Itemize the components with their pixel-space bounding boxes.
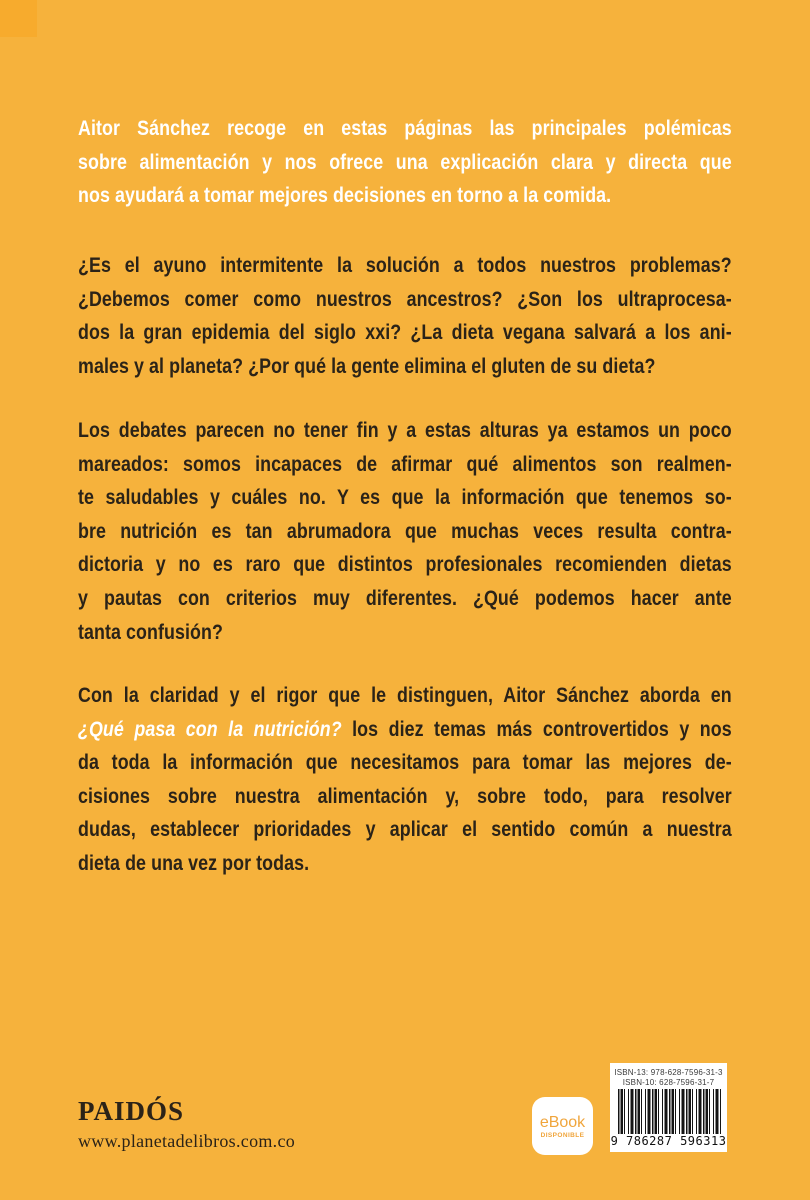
text-line: tanta confusión?: [78, 620, 223, 644]
text-line: Aitor Sánchez recoge en estas páginas las principales polémicas: [78, 117, 732, 140]
text-line-rest: los diez temas más controvertidos y nos: [341, 717, 732, 741]
publisher-website: www.planetadelibros.com.co: [78, 1131, 296, 1151]
text-line: da toda la información que necesitamos para tomar las mejores de-: [78, 751, 732, 775]
barcode-number: 9 786287 596313: [610, 1134, 727, 1148]
corner-accent-square: [0, 0, 37, 37]
isbn10-text: ISBN-10: 628-7596-31-7: [622, 1077, 715, 1087]
text-line: te saludables y cuáles no. Y es que la información que tenemos so-: [78, 486, 732, 510]
text-line: bre nutrición es tan abrumadora que muchas veces resulta contra-: [78, 519, 732, 543]
text-line: cisiones sobre nuestra alimentación y, sobre todo, para resolver: [78, 784, 732, 808]
text-line: [78, 713, 732, 747]
text-line: y pautas con criterios muy diferentes. ¿Qué podemos hacer ante: [78, 586, 732, 610]
barcode-graphic: [618, 1089, 721, 1134]
isbn13-text: ISBN-13: 978-628-7596-31-3: [614, 1068, 723, 1077]
text-line: sobre alimentación y nos ofrece una explicación clara y directa que: [78, 150, 732, 174]
blurb-debates-paragraph: [78, 414, 732, 649]
text-line: mareados: somos incapaces de afirmar qué alimentos son realmen-: [78, 452, 732, 476]
text-line: dictoria y no es raro que distintos profesionales recomienden dietas: [78, 553, 732, 577]
text-line: Con la claridad y el rigor que le distinguen, Aitor Sánchez aborda en: [78, 684, 732, 707]
text-line: dos la gran epidemia del siglo xxi? ¿La dieta vegana salvará a los ani-: [78, 321, 732, 345]
text-line: ¿Debemos comer como nuestros ancestros? ¿Son los ultraprocesa-: [78, 287, 732, 311]
text-line: ¿Es el ayuno intermitente la solución a todos nuestros problemas?: [78, 254, 732, 277]
text-line: males y al planeta? ¿Por qué la gente elimina el gluten de su dieta?: [78, 354, 656, 378]
text-line: dieta de una vez por todas.: [78, 851, 310, 875]
isbn-barcode-label: [610, 1063, 727, 1152]
blurb-intro-paragraph: [78, 112, 732, 213]
book-title-inline: ¿Qué pasa con la nutrición?: [78, 717, 342, 741]
ebook-badge-subtitle: DISPONIBLE: [540, 1131, 585, 1139]
publisher-logo: PAIDÓS: [78, 1096, 185, 1126]
ebook-available-badge: [532, 1097, 593, 1155]
blurb-questions-paragraph: [78, 249, 732, 383]
text-line: Los debates parecen no tener fin y a estas alturas ya estamos un poco: [78, 419, 732, 442]
ebook-badge-title: eBook: [539, 1113, 586, 1131]
blurb-closing-paragraph: [78, 679, 732, 881]
text-line: dudas, establecer prioridades y aplicar el sentido común a nuestra: [78, 818, 732, 842]
text-line: nos ayudará a tomar mejores decisiones en torno a la comida.: [78, 184, 612, 208]
